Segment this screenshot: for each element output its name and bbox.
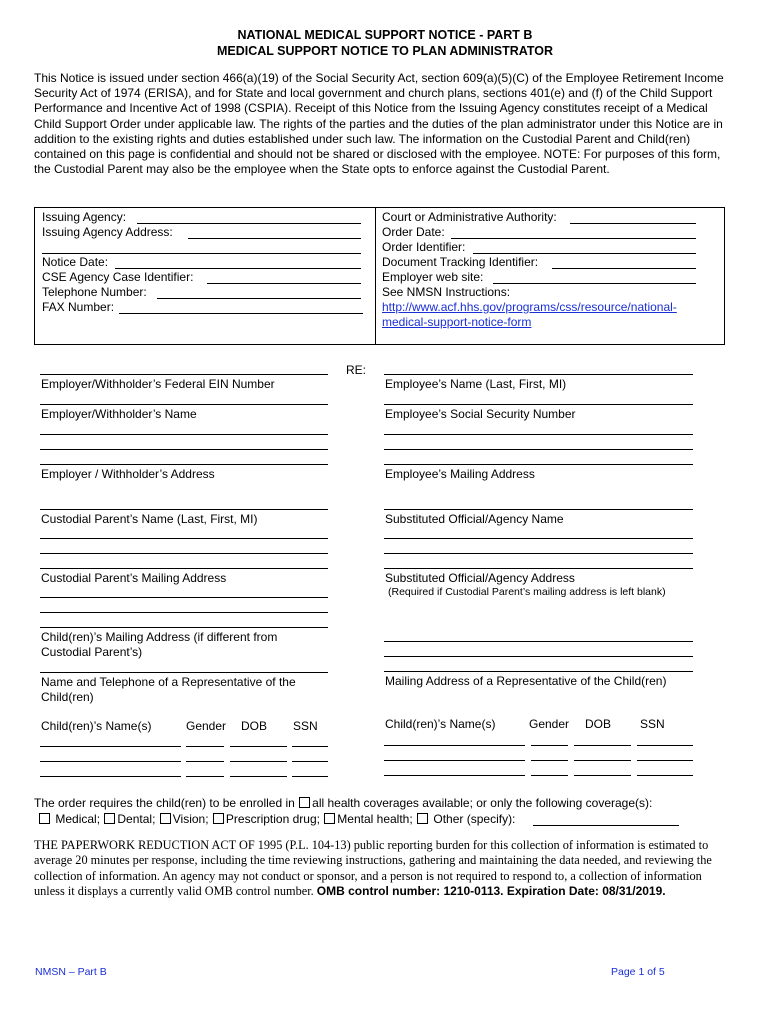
telephone-field[interactable] [157,298,361,299]
rep-address-label: Mailing Address of a Representative of the Child(ren) [385,674,667,688]
coverage-prefix: The order requires the child(ren) to be enrolled in [34,796,295,810]
children-dob-header: DOB [585,717,612,731]
children-address-field-3[interactable] [40,627,328,628]
re-label: RE: [346,363,367,377]
intro-paragraph: This Notice is issued under section 466(a)(19) of the Social Security Act, section 609(a)(5)(C) of the Employee Retirement Income Security Act of 1974 (ERISA), and for State and local government and church plans, sections 401(e) and (f) of the Child Support Performance and Incentive Act of 1998 (CSPIA). Receipt of this Notice from the Issuing Agency constitutes receipt of a Medical Child Support Order under applicable law. The rights of the parties and the duties of the plan administrator under this Notice are in addition to the existing rights and duties established under such law. The information on the Custodial Parent and Child(ren) contained on this page is confidential and should not be shared or disclosed with the employee. NOTE: For purposes of this form, the Custodial Parent may also be the employee when the State opts to enforce against the Custodial Parent. [34,71,724,177]
substituted-address-label: Substituted Official/Agency Address [385,571,575,585]
employee-address-field-2[interactable] [384,449,693,450]
child-name-field[interactable] [40,776,181,777]
employer-address-field-3[interactable] [40,464,328,465]
employee-name-label: Employee’s Name (Last, First, MI) [385,377,567,391]
child-dob-field[interactable] [574,775,631,776]
vision-label: Vision; [172,812,209,826]
child-name-field[interactable] [384,775,525,776]
substituted-address-note: (Required if Custodial Parent’s mailing address is left blank) [388,586,666,598]
employer-web-field[interactable] [493,283,696,284]
child-ssn-field[interactable] [292,776,328,777]
child-name-field[interactable] [384,745,525,746]
footer-form-id: NMSN – Part B [35,966,107,978]
employee-name-field[interactable] [384,374,693,375]
order-identifier-field[interactable] [473,253,696,254]
child-ssn-field[interactable] [637,760,693,761]
rep-name-field[interactable] [40,672,328,673]
child-dob-field[interactable] [230,761,287,762]
fax-label: FAX Number: [42,300,115,314]
child-name-field[interactable] [384,760,525,761]
employer-address-label: Employer / Withholder’s Address [41,467,215,481]
employer-ein-label: Employer/Withholder’s Federal EIN Number [41,377,275,391]
substituted-address-field-1[interactable] [384,538,693,539]
mental-health-label: Mental health; [337,812,413,826]
other-label: Other (specify): [433,812,516,826]
dental-label: Dental; [117,812,156,826]
telephone-label: Telephone Number: [42,285,147,299]
substituted-address-field-3[interactable] [384,568,693,569]
agency-info-box [34,207,725,345]
order-identifier-label: Order Identifier: [382,240,466,254]
children-name-header: Child(ren)’s Name(s) [41,719,152,733]
child-dob-field[interactable] [574,760,631,761]
instructions-link-cont[interactable]: medical-support-notice-form [382,315,532,329]
employee-ssn-label: Employee’s Social Security Number [385,407,576,421]
issuing-agency-address-field[interactable] [188,238,361,239]
child-gender-field[interactable] [531,760,568,761]
children-ssn-header: SSN [640,717,665,731]
paperwork-text: THE PAPERWORK REDUCTION ACT OF 1995 (P.L. 104-13) public reporting burden for this collection of information is estimated to average 20 minutes per response, including the time reviewing instructions, gathering and maintaining the data needed, and reviewing the collection of information. An agency may not conduct or sponsor, and a person is not required to respond to, a collection of information unless it displays a currently valid OMB control number. [34,838,712,898]
custodial-name-label: Custodial Parent’s Name (Last, First, MI) [41,512,258,526]
doc-tracking-field[interactable] [552,268,696,269]
all-coverages-checkbox[interactable] [299,797,310,808]
custodial-address-field-1[interactable] [40,538,328,539]
paperwork-notice [34,838,734,899]
child-name-field[interactable] [40,746,181,747]
children-address-label-cont: Custodial Parent’s) [41,645,143,659]
custodial-address-field-3[interactable] [40,568,328,569]
issuing-agency-address-label: Issuing Agency Address: [42,225,173,239]
children-dob-header: DOB [241,719,268,733]
other-specify-field[interactable] [533,825,679,826]
employee-address-field-3[interactable] [384,464,693,465]
children-address-field-2[interactable] [40,612,328,613]
child-gender-field[interactable] [531,745,568,746]
employer-name-field[interactable] [40,404,328,405]
issuing-agency-field[interactable] [137,223,361,224]
rep-address-field-3[interactable] [384,671,693,672]
rep-address-field-1[interactable] [384,641,693,642]
employee-address-label: Employee’s Mailing Address [385,467,535,481]
see-instructions-label: See NMSN Instructions: [382,285,511,299]
child-dob-field[interactable] [574,745,631,746]
children-gender-header: Gender [186,719,227,733]
page-subtitle: MEDICAL SUPPORT NOTICE TO PLAN ADMINISTRATOR [216,44,554,58]
court-authority-label: Court or Administrative Authority: [382,210,557,224]
notice-date-field[interactable] [115,268,361,269]
child-ssn-field[interactable] [637,775,693,776]
prescription-label: Prescription drug; [225,812,320,826]
cse-case-id-field[interactable] [207,283,361,284]
court-authority-field[interactable] [570,223,696,224]
fax-field[interactable] [119,313,363,314]
coverage-line-2 [38,812,515,826]
child-name-field[interactable] [40,761,181,762]
coverage-line-1 [34,796,652,810]
employer-address-field-1[interactable] [40,434,328,435]
substituted-name-label: Substituted Official/Agency Name [385,512,564,526]
medical-label: Medical; [55,812,101,826]
child-ssn-field[interactable] [637,745,693,746]
issuing-agency-label: Issuing Agency: [42,210,127,224]
footer-page-number: Page 1 of 5 [611,966,665,978]
employer-name-label: Employer/Withholder’s Name [41,407,197,421]
substituted-address-field-2[interactable] [384,553,693,554]
child-gender-field[interactable] [186,776,224,777]
rep-name-label: Name and Telephone of a Representative of the [41,675,296,689]
child-gender-field[interactable] [186,746,224,747]
cse-case-id-label: CSE Agency Case Identifier: [42,270,194,284]
employee-ssn-field[interactable] [384,404,693,405]
employer-address-field-2[interactable] [40,449,328,450]
rep-name-label-cont: Child(ren) [41,690,94,704]
order-date-label: Order Date: [382,225,445,239]
child-ssn-field[interactable] [292,761,328,762]
page-title: NATIONAL MEDICAL SUPPORT NOTICE - PART B [237,28,533,42]
children-ssn-header: SSN [293,719,318,733]
child-dob-field[interactable] [230,746,287,747]
children-address-label: Child(ren)’s Mailing Address (if different from [41,630,278,644]
children-name-header: Child(ren)’s Name(s) [385,717,496,731]
order-date-field[interactable] [451,238,696,239]
all-coverages-label: all health coverages available; or only the following coverage(s): [312,796,653,810]
child-gender-field[interactable] [531,775,568,776]
child-dob-field[interactable] [230,776,287,777]
medical-checkbox[interactable] [39,813,50,824]
rep-address-field-2[interactable] [384,656,693,657]
issuing-agency-address-field-2[interactable] [42,253,361,254]
notice-date-label: Notice Date: [42,255,109,269]
prescription-checkbox[interactable] [213,813,224,824]
custodial-address-label: Custodial Parent’s Mailing Address [41,571,227,585]
child-gender-field[interactable] [186,761,224,762]
children-address-field-1[interactable] [40,597,328,598]
doc-tracking-label: Document Tracking Identifier: [382,255,539,269]
custodial-name-field[interactable] [40,509,328,510]
instructions-link[interactable]: http://www.acf.hhs.gov/programs/css/resource/national- [382,300,677,314]
employer-ein-field[interactable] [40,374,328,375]
omb-control-number: OMB control number: 1210-0113. Expiration Date: 08/31/2019. [316,883,666,898]
substituted-name-field[interactable] [384,509,693,510]
employee-address-field-1[interactable] [384,434,693,435]
dental-checkbox[interactable] [104,813,115,824]
vision-checkbox[interactable] [160,813,171,824]
child-ssn-field[interactable] [292,746,328,747]
children-gender-header: Gender [529,717,570,731]
other-checkbox[interactable] [417,813,428,824]
box-divider [375,208,376,344]
custodial-address-field-2[interactable] [40,553,328,554]
mental-health-checkbox[interactable] [324,813,335,824]
employer-web-label: Employer web site: [382,270,484,284]
